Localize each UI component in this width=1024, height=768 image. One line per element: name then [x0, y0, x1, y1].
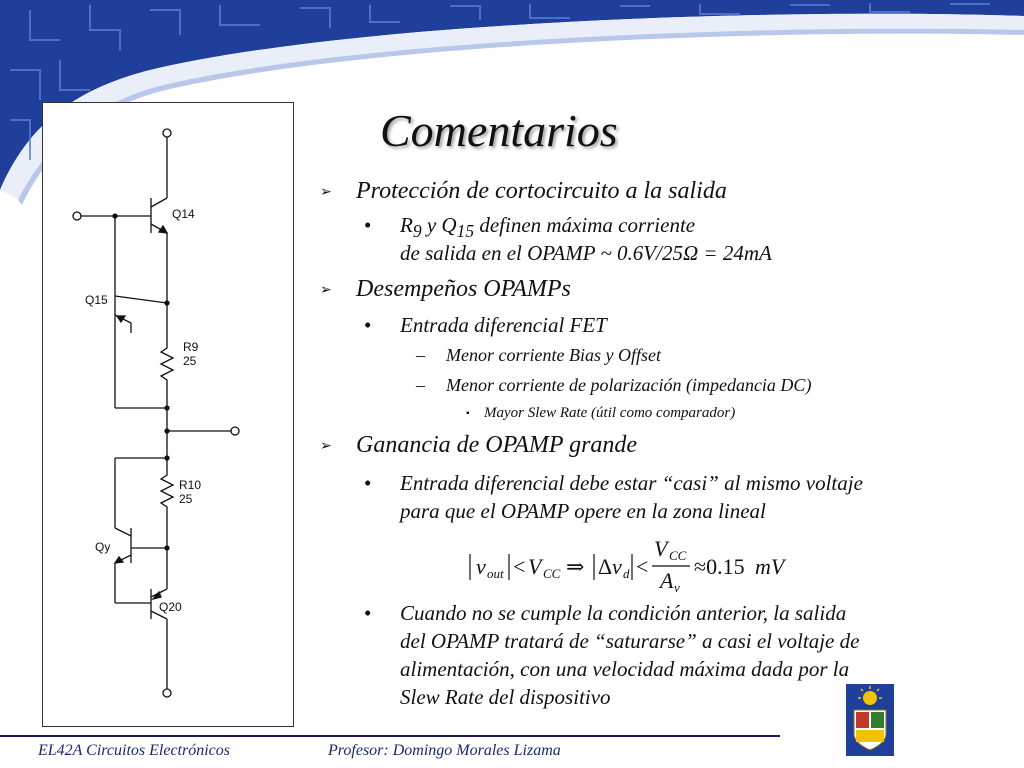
- bullet-2: ➢ Desempeños OPAMPs: [320, 276, 571, 302]
- svg-text:⇒: ⇒: [566, 554, 585, 579]
- qy-label: Qy: [95, 540, 111, 554]
- bullet-2-1-2-1: ▪ Mayor Slew Rate (útil como comparador): [466, 405, 736, 421]
- svg-text:CC: CC: [669, 548, 687, 563]
- formula: [464, 536, 814, 596]
- square-bullet-icon: ▪: [466, 408, 470, 420]
- r10-label: R10: [179, 478, 202, 492]
- svg-text:v: v: [674, 580, 680, 595]
- footer-professor: Profesor: Domingo Morales Lizama: [328, 742, 561, 759]
- r10-value: 25: [179, 492, 193, 506]
- footer-course: EL42A Circuitos Electrónicos: [38, 742, 230, 759]
- svg-text:out: out: [487, 566, 504, 581]
- arrow-bullet-icon: ➢: [320, 438, 332, 454]
- svg-text:v: v: [612, 554, 622, 579]
- svg-text:V: V: [654, 536, 668, 561]
- r9-label: R9: [183, 340, 199, 354]
- dash-bullet-icon: –: [416, 375, 425, 395]
- svg-text:Δ: Δ: [598, 554, 613, 579]
- bullet-1: [320, 178, 727, 205]
- svg-text:A: A: [660, 568, 674, 593]
- bullet-1-text: Protección de cortocircuito a la salida: [356, 178, 727, 204]
- q20-label: Q20: [159, 600, 182, 614]
- slide-title: Comentarios: [380, 105, 618, 156]
- svg-text:V: V: [528, 554, 542, 579]
- dot-bullet-icon: •: [364, 213, 372, 237]
- bullet-2-1-2: – Menor corriente de polarización (impedancia DC): [416, 375, 812, 395]
- dot-bullet-icon: •: [364, 471, 372, 495]
- dot-bullet-icon: •: [364, 601, 372, 625]
- svg-text:v: v: [476, 554, 486, 579]
- dot-bullet-icon: •: [364, 313, 372, 337]
- svg-text:≈0.15: ≈0.15: [694, 554, 745, 579]
- q14-label: Q14: [172, 207, 195, 221]
- q15-label: Q15: [85, 293, 108, 307]
- circuit-diagram: [42, 102, 294, 727]
- bullet-3: ➢ Ganancia de OPAMP grande: [320, 432, 638, 458]
- arrow-bullet-icon: ➢: [320, 282, 332, 298]
- footer-divider: [0, 735, 780, 737]
- svg-text:mV: mV: [755, 554, 785, 579]
- svg-text:<: <: [513, 554, 526, 579]
- svg-text:CC: CC: [543, 566, 561, 581]
- svg-text:<: <: [636, 554, 649, 579]
- svg-text:d: d: [623, 566, 630, 581]
- arrow-bullet-icon: ➢: [320, 184, 332, 200]
- r9-value: 25: [183, 354, 197, 368]
- dash-bullet-icon: –: [416, 345, 425, 365]
- bullet-2-1-1: – Menor corriente Bias y Offset: [416, 345, 661, 365]
- university-logo: [846, 684, 894, 756]
